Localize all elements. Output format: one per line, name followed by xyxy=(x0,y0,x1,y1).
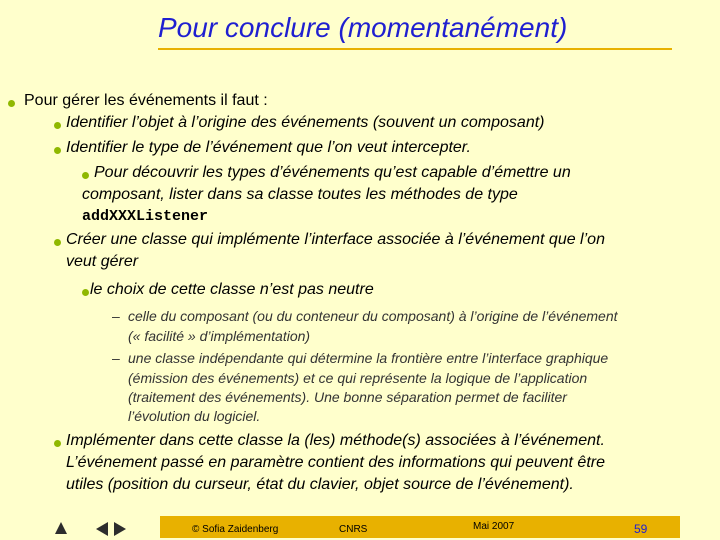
footer-org: CNRS xyxy=(339,524,368,535)
slide-footer xyxy=(0,516,720,540)
title-divider xyxy=(158,48,672,50)
bullet-level2-cont: utiles (position du curseur, état du clavier, objet source de l’événement). xyxy=(66,476,574,493)
bullet-level4: une classe indépendante qui détermine la frontière entre l’interface graphique xyxy=(128,350,609,366)
bullet-icon xyxy=(8,100,15,107)
bullet-level1: Pour gérer les événements il faut : xyxy=(24,92,268,109)
bullet-level4-cont: l’évolution du logiciel. xyxy=(128,408,261,424)
bullet-level4-cont: (traitement des événements). Une bonne séparation permet de faciliter xyxy=(128,389,567,405)
bullet-level2: Identifier le type de l’événement que l’on veut intercepter. xyxy=(66,139,471,156)
footer-author: © Sofia Zaidenberg xyxy=(192,524,279,535)
bullet-level3-cont: composant, lister dans sa classe toutes les méthodes de type xyxy=(82,186,518,203)
bullet-icon xyxy=(54,147,61,154)
bullet-icon xyxy=(54,122,61,129)
bullet-icon xyxy=(82,289,89,296)
bullet-icon xyxy=(82,172,89,179)
bullet-level2: Implémenter dans cette classe la (les) méthode(s) associées à l’événement. xyxy=(66,432,605,449)
bullet-level4-cont: (« facilité » d’implémentation) xyxy=(128,328,311,344)
bullet-icon xyxy=(54,440,61,447)
bullet-level2: Identifier l’objet à l’origine des événements (souvent un composant) xyxy=(66,114,545,131)
footer-date: Mai 2007 xyxy=(473,521,515,532)
bullet-icon xyxy=(54,239,61,246)
page-number: 59 xyxy=(634,522,648,536)
bullet-level2-cont: veut gérer xyxy=(66,253,139,270)
dash-bullet: – xyxy=(112,308,120,324)
nav-next-icon[interactable] xyxy=(114,522,126,536)
bullet-level2-cont: L’événement passé en paramètre contient des informations qui peuvent être xyxy=(66,454,605,471)
bullet-level4: celle du composant (ou du conteneur du composant) à l’origine de l’événement xyxy=(128,308,618,324)
bullet-level3: le choix de cette classe n’est pas neutre xyxy=(90,281,374,298)
dash-bullet: – xyxy=(112,350,120,366)
code-text: addXXXListener xyxy=(82,208,209,225)
slide-title: Pour conclure (momentanément) xyxy=(158,12,568,43)
bullet-level3: Pour découvrir les types d’événements qu’est capable d’émettre un xyxy=(94,164,571,181)
nav-prev-icon[interactable] xyxy=(96,522,108,536)
bullet-level2: Créer une classe qui implémente l’interface associée à l’événement que l’on xyxy=(66,231,605,248)
bullet-level4-cont: (émission des événements) et ce qui représente la logique de l’application xyxy=(128,370,588,386)
nav-up-icon[interactable] xyxy=(55,522,67,534)
